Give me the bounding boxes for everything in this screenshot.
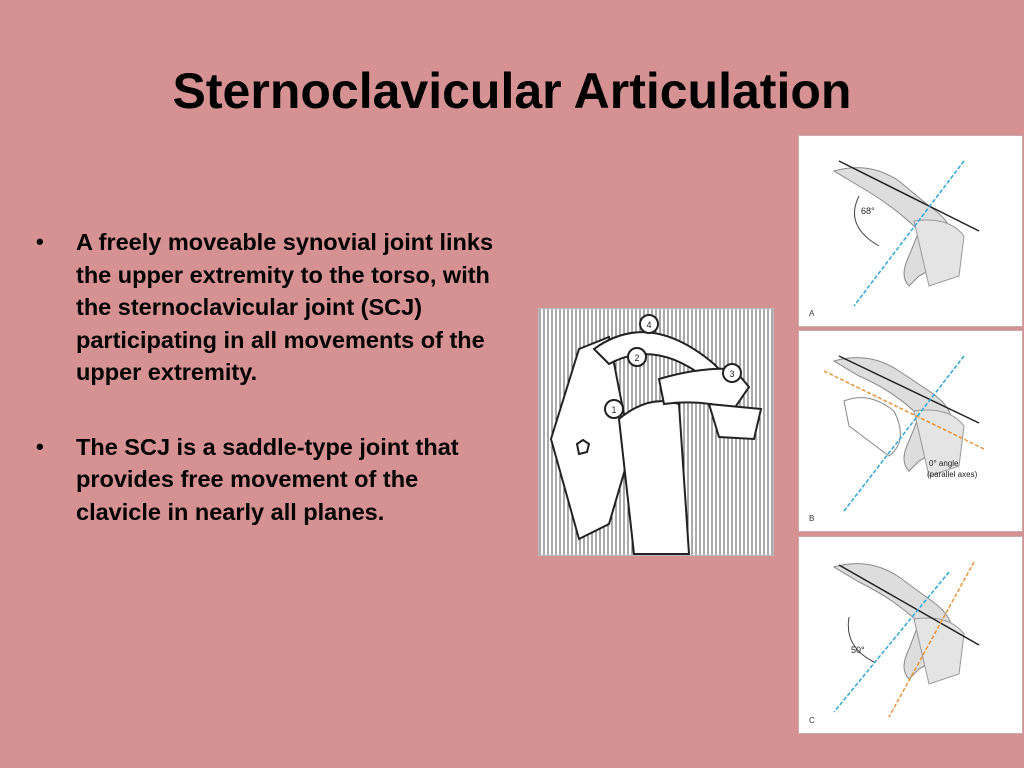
bullet-dot-icon: • <box>36 433 44 459</box>
panel-b-drawing <box>799 331 1022 531</box>
panel-b-figure <box>798 330 1023 532</box>
bullet-list <box>36 226 506 570</box>
panel-c-figure <box>798 536 1023 734</box>
panel-c-letter: C <box>809 716 815 725</box>
bullet-item <box>36 226 506 389</box>
bullet-text: The SCJ is a saddle-type joint that provides free movement of the clavicle in nearly all planes. <box>76 433 459 525</box>
bullet-dot-icon: • <box>36 229 44 254</box>
panel-a-figure <box>798 135 1023 327</box>
panel-c-angle-label: 50° <box>851 645 865 655</box>
panel-c-drawing <box>799 537 1022 733</box>
joint-marker-label: 2 <box>634 353 640 363</box>
panel-b-letter: B <box>809 514 815 523</box>
joint-marker-label: 1 <box>611 405 617 415</box>
joint-marker-label: 4 <box>646 320 652 330</box>
panel-b-angle-label: 0° angle <box>929 459 959 468</box>
panel-a-angle-label: 68° <box>861 206 875 216</box>
bullet-text: A freely moveable synovial joint links the upper extremity to the torso, with the sternoclavicular joint (SCJ) participating in all movements of the upper extremity. <box>76 229 494 385</box>
panel-a-drawing <box>799 136 1022 326</box>
slide-title: Sternoclavicular Articulation <box>172 63 852 119</box>
joint-marker-label: 3 <box>729 369 735 379</box>
shoulder-joint-illustration <box>538 308 774 556</box>
shoulder-joint-drawing <box>539 309 773 555</box>
bullet-item <box>36 431 506 529</box>
panel-b-angle-note: (parallel axes) <box>927 470 978 479</box>
panel-a-letter: A <box>809 309 815 318</box>
